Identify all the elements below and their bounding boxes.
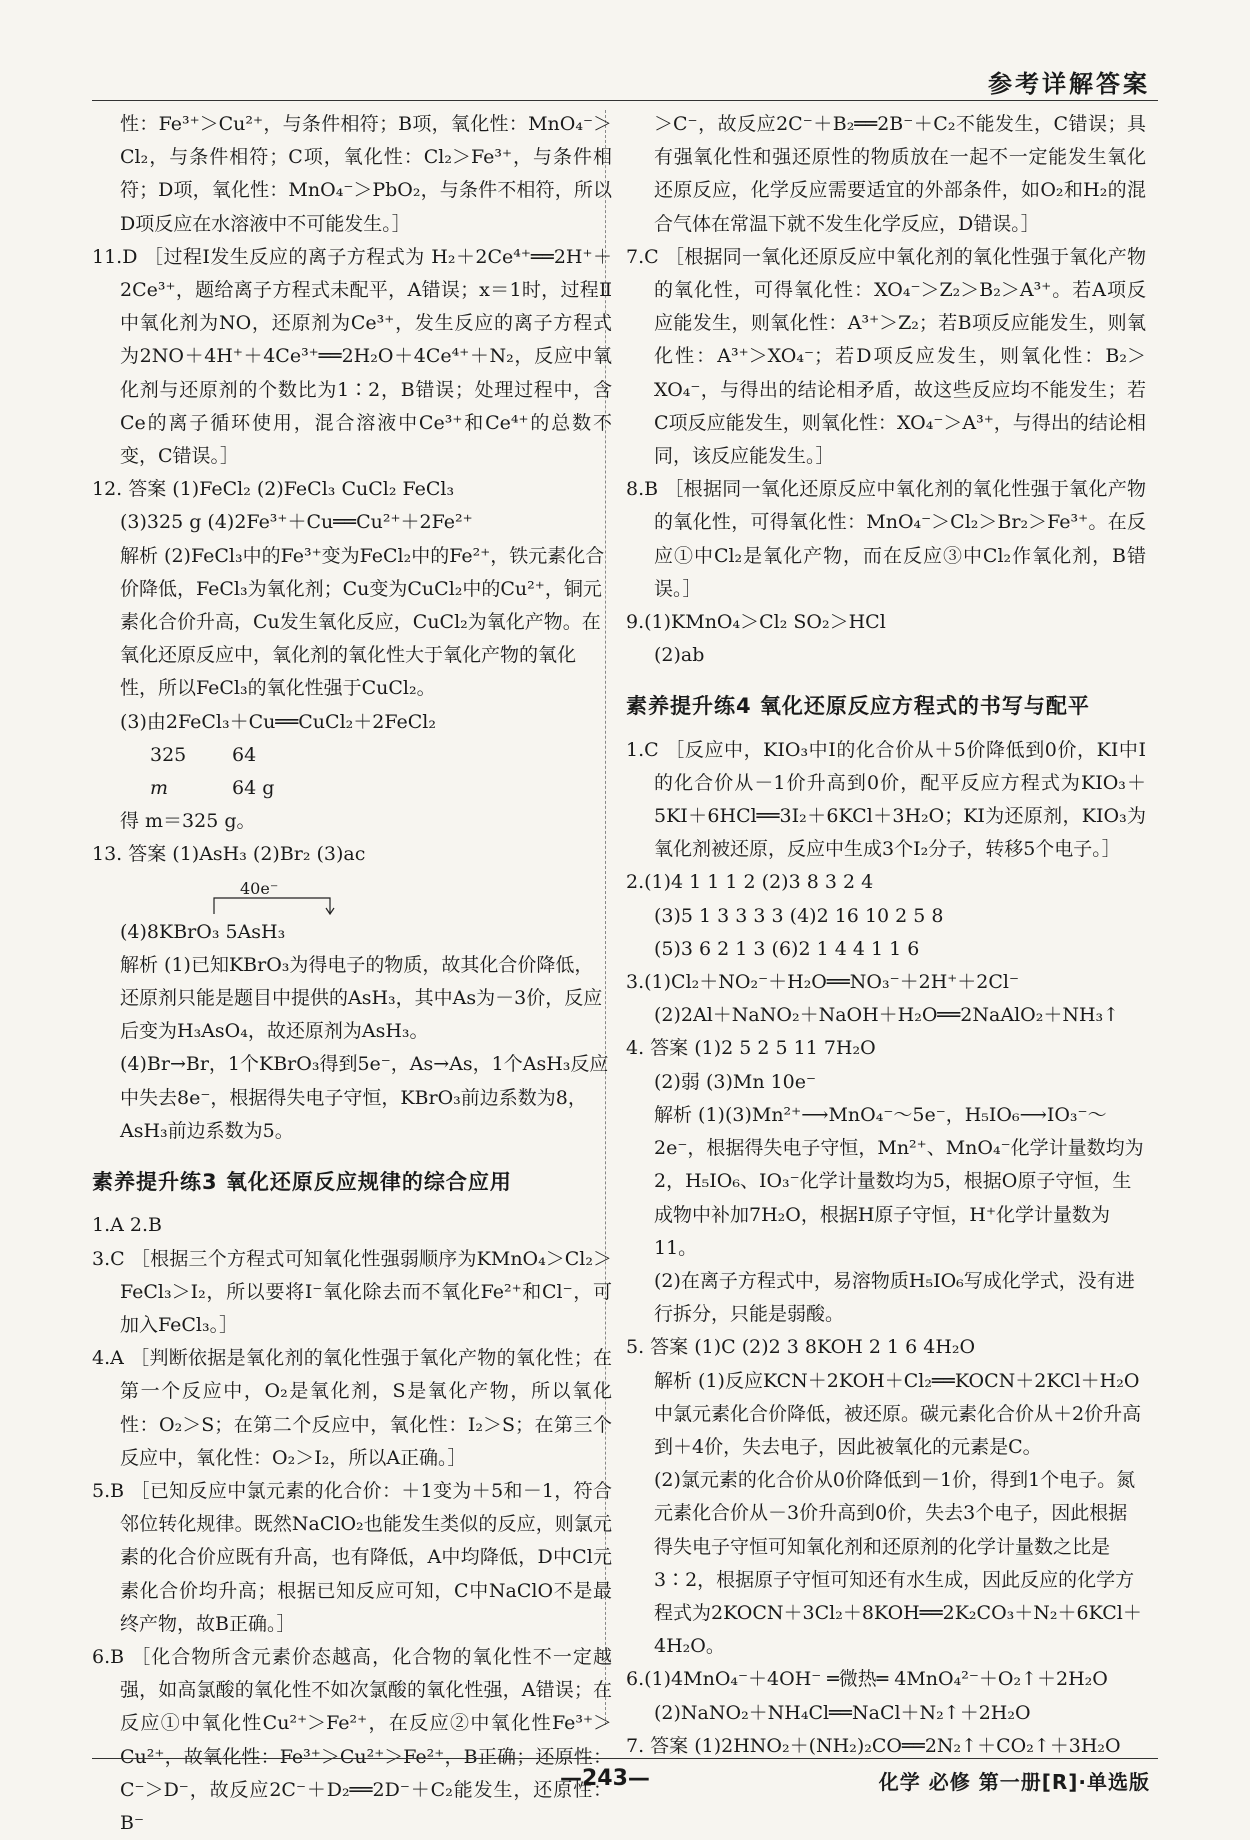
answer-12-analysis: 解析 (2)FeCl₃中的Fe³⁺变为FeCl₂中的Fe²⁺，铁元素化合价降低，FeCl₃为氧化剂；Cu变为CuCl₂中的Cu²⁺，铜元素化合价升高，Cu发生氧化反应，CuCl₂为氧化产物。在氧化还原反应中，氧化剂的氧化性大于氧化产物的氧化性，所以FeCl₃的氧化性强于CuCl₂。	[120, 544, 605, 700]
s4-answer-4-analysis: 解析 (1)(3)Mn²⁺⟶MnO₄⁻～5e⁻，H₅IO₆⟶IO₃⁻～2e⁻，根据得失电子守恒，Mn²⁺、MnO₄⁻化学计量数均为2，H₅IO₆、IO₃⁻化学计量数均为5，根据O原子守恒，生成物中补加7H₂O，根据H原子守恒，H⁺化学计量数为11。	[654, 1103, 1144, 1259]
s4-answer-3-part2: (2)2Al＋NaNO₂＋NaOH＋H₂O══2NaAlO₂＋NH₃↑	[654, 1004, 1120, 1027]
answer-13-part4: (4)8KBrO₃ 5AsH₃	[120, 920, 286, 943]
footer-rule	[92, 1758, 1158, 1759]
answer-12-result: 得 m＝325 g。	[120, 810, 256, 833]
calc-value: m	[150, 777, 169, 800]
book-title: 化学 必修 第一册[R]·单选版	[878, 1770, 1150, 1794]
s4-answer-4-part2: (2)弱 (3)Mn 10e⁻	[654, 1070, 817, 1093]
s4-answer-5-analysis: 解析 (1)反应KCN＋2KOH＋Cl₂══KOCN＋2KCl＋H₂O中氯元素化合价降低，被还原。碳元素化合价从＋2价升高到＋4价，失去电子，因此被氧化的元素是C。	[654, 1369, 1142, 1458]
calc-value: 325	[150, 743, 187, 766]
s4-answer-7: 7. 答案 (1)2HNO₂＋(NH₂)₂CO══2N₂↑＋CO₂↑＋3H₂O	[626, 1734, 1121, 1757]
answer-12-equation: (3)由2FeCl₃＋Cu══CuCl₂＋2FeCl₂	[120, 710, 436, 733]
s3-answer-9-part2: (2)ab	[654, 644, 705, 667]
s4-answer-6: 6.(1)4MnO₄⁻＋4OH⁻ ═微热═ 4MnO₄²⁻＋O₂↑＋2H₂O	[626, 1668, 1108, 1691]
s4-answer-5: 5. 答案 (1)C (2)2 3 8KOH 2 1 6 4H₂O	[626, 1336, 976, 1359]
answer-10-continued: 性：Fe³⁺＞Cu²⁺，与条件相符；B项，氧化性：MnO₄⁻＞Cl₂，与条件相符；C项，氧化性：Cl₂＞Fe³⁺，与条件相符；D项，氧化性：MnO₄⁻＞PbO₂，与条件不相符，所以D项反应在水溶液中不可能发生。］	[120, 113, 612, 235]
answer-12-label: 12. 答案 (1)FeCl₂ (2)FeCl₃ CuCl₂ FeCl₃	[92, 478, 455, 501]
header-rule	[92, 100, 1158, 101]
answer-13-analysis: 解析 (1)已知KBrO₃为得电子的物质，故其化合价降低，还原剂只能是题目中提供的AsH₃，其中As为－3价，反应后变为H₃AsO₄，故还原剂为AsH₃。	[120, 953, 603, 1043]
s3-answer-4: 4.A ［判断依据是氧化剂的氧化性强于氧化产物的氧化性；在第一个反应中，O₂是氧化剂，S是氧化产物，所以氧化性：O₂＞S；在第二个反应中，氧化性：I₂＞S；在第三个反应中，氧化性：O₂＞I₂，所以A正确。］	[92, 1347, 612, 1469]
s3-answer-7: 7.C ［根据同一氧化还原反应中氧化剂的氧化性强于氧化产物的氧化性，可得氧化性：XO₄⁻＞Z₂＞B₂＞A³⁺。若A项反应能发生，则氧化性：A³⁺＞Z₂；若B项反应能发生，则氧化性：A³⁺＞XO₄⁻；若D项反应发生，则氧化性：B₂＞XO₄⁻，与得出的结论相矛盾，故这些反应均不能发生；若C项反应能发生，则氧化性：XO₄⁻＞A³⁺，与得出的结论相同，该反应能发生。］	[626, 245, 1146, 468]
s4-answer-4: 4. 答案 (1)2 5 2 5 11 7H₂O	[626, 1037, 876, 1060]
calc-row-1	[92, 739, 612, 772]
s3-answer-9: 9.(1)KMnO₄＞Cl₂ SO₂＞HCl	[626, 611, 886, 634]
s3-answer-1-2: 1.A 2.B	[92, 1214, 162, 1237]
calc-value: 64	[232, 743, 257, 766]
electron-transfer-arrow	[210, 894, 340, 916]
s3-answer-8: 8.B ［根据同一氧化还原反应中氧化剂的氧化性强于氧化产物的氧化性，可得氧化性：MnO₄⁻＞Cl₂＞Br₂＞Fe³⁺。在反应①中Cl₂是氧化产物，而在反应③中Cl₂作氧化剂，B错误。］	[626, 478, 1146, 600]
s4-answer-1: 1.C ［反应中，KIO₃中I的化合价从＋5价降低到0价，KI中I的化合价从－1价升高到0价，配平反应方程式为KIO₃＋5KI＋6HCl══3I₂＋6KCl＋3H₂O；KI为还原剂，KIO₃为氧化剂被还原，反应中生成3个I₂分子，转移5个电子。］	[626, 738, 1146, 861]
s4-answer-3: 3.(1)Cl₂＋NO₂⁻＋H₂O══NO₃⁻＋2H⁺＋2Cl⁻	[626, 971, 1020, 994]
s4-answer-2: 2.(1)4 1 1 1 2 (2)3 8 3 2 4	[626, 871, 874, 894]
section-heading-4: 素养提升练4 氧化还原反应方程式的书写与配平	[626, 694, 1090, 719]
answer-13-label: 13. 答案 (1)AsH₃ (2)Br₂ (3)ac	[92, 843, 366, 866]
s3-answer-6-continued: ＞C⁻，故反应2C⁻＋B₂══2B⁻＋C₂不能发生，C错误；具有强氧化性和强还原性的物质放在一起不一定能发生氧化还原反应，化学反应需要适宜的外部条件，如O₂和H₂的混合气体在常温下就不发生化学反应，D错误。］	[654, 113, 1146, 235]
answer-12-line2: (3)325 g (4)2Fe³⁺＋Cu══Cu²⁺＋2Fe²⁺	[120, 511, 473, 534]
left-column	[92, 108, 612, 1840]
answer-11: 11.D ［过程Ⅰ发生反应的离子方程式为 H₂＋2Ce⁴⁺══2H⁺＋2Ce³⁺，题给离子方程式未配平，A错误；x＝1时，过程Ⅱ中氧化剂为NO，还原剂为Ce³⁺，发生反应的离子方程式为2NO＋4H⁺＋4Ce³⁺══2H₂O＋4Ce⁴⁺＋N₂，反应中氧化剂与还原剂的个数比为1∶2，B错误；处理过程中，含Ce的离子循环使用，混合溶液中Ce³⁺和Ce⁴⁺的总数不变，C错误。］	[92, 245, 612, 468]
s4-answer-5-analysis-2: (2)氯元素的化合价从0价降低到－1价，得到1个电子。氮元素化合价从－3价升高到0价，失去3个电子，因此根据得失电子守恒可知氧化剂和还原剂的化学计量数之比是3∶2，根据原子守恒可知还有水生成，因此反应的化学方程式为2KOCN＋3Cl₂＋8KOH══2K₂CO₃＋N₂＋6KCl＋4H₂O。	[654, 1469, 1142, 1658]
section-heading-3: 素养提升练3 氧化还原反应规律的综合应用	[92, 1170, 512, 1195]
page-header-title: 参考详解答案	[988, 70, 1150, 98]
answer-13-analysis-4: (4)Br→Br，1个KBrO₃得到5e⁻，As→As，1个AsH₃反应中失去8e⁻，根据得失电子守恒，KBrO₃前边系数为8，AsH₃前边系数为5。	[120, 1053, 609, 1142]
s4-answer-2-line2: (3)5 1 3 3 3 3 (4)2 16 10 2 5 8	[654, 904, 944, 927]
s4-answer-2-line3: (5)3 6 2 1 3 (6)2 1 4 4 1 1 6	[654, 937, 920, 960]
calc-value: 64 g	[232, 777, 275, 800]
electron-transfer-label: 40e⁻	[240, 878, 279, 898]
right-column	[626, 108, 1146, 1763]
s4-answer-6-part2: (2)NaNO₂＋NH₄Cl══NaCl＋N₂↑＋2H₂O	[654, 1701, 1031, 1724]
s3-answer-5: 5.B ［已知反应中氯元素的化合价：＋1变为＋5和－1，符合邻位转化规律。既然NaClO₂也能发生类似的反应，则氯元素的化合价应既有升高，也有降低，A中均降低，D中Cl元素化合价均升高；根据已知反应可知，C中NaClO不是最终产物，故B正确。］	[92, 1479, 612, 1635]
electron-transfer-diagram	[150, 876, 612, 916]
page-number: —243—	[560, 1766, 650, 1791]
calc-row-2	[92, 772, 612, 805]
s4-answer-4-analysis-2: (2)在离子方程式中，易溶物质H₅IO₆写成化学式，没有进行拆分，只能是弱酸。	[654, 1269, 1135, 1326]
s3-answer-3: 3.C ［根据三个方程式可知氧化性强弱顺序为KMnO₄＞Cl₂＞FeCl₃＞I₂，所以要将I⁻氧化除去而不氧化Fe²⁺和Cl⁻，可加入FeCl₃。］	[92, 1247, 612, 1336]
s3-answer-6: 6.B ［化合物所含元素价态越高，化合物的氧化性不一定越强，如高氯酸的氧化性不如次氯酸的氧化性强，A错误；在反应①中氧化性Cu²⁺＞Fe²⁺，在反应②中氧化性Fe³⁺＞Cu²⁺，故氧化性：Fe³⁺＞Cu²⁺＞Fe²⁺，B正确；还原性：C⁻＞D⁻，故反应2C⁻＋D₂══2D⁻＋C₂能发生，还原性：B⁻	[92, 1645, 612, 1834]
